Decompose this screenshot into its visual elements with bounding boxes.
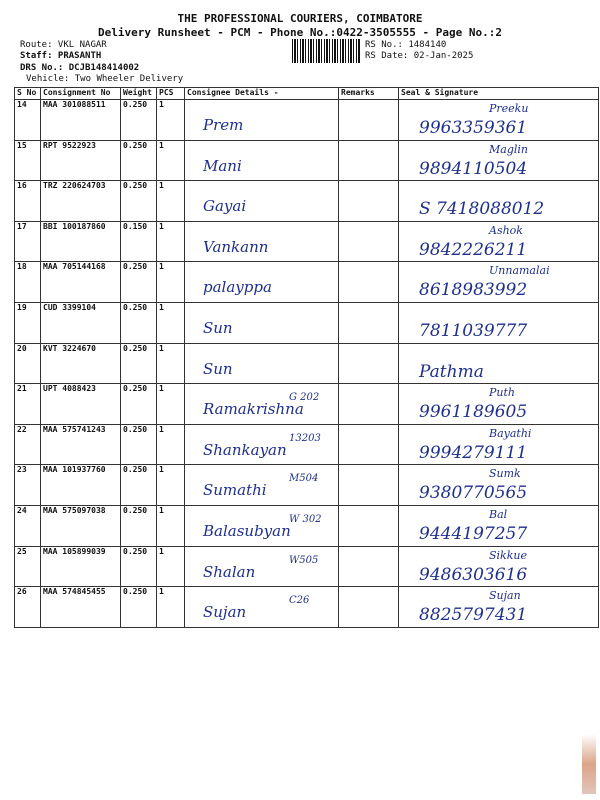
consignee-name: Sun [203,359,233,378]
handwritten-phone: 9994279111 [419,442,528,463]
consignee-name: palayppa [203,278,272,297]
handwritten-phone: 9380770565 [419,483,528,504]
row-sno: 16 [15,181,41,222]
row-weight: 0.250 [121,343,157,384]
row-pcs: 1 [157,262,185,303]
row-sno: 20 [15,343,41,384]
handwritten-signature: Maglin [489,142,528,156]
row-consignment-no: MAA 575097038 [41,505,121,546]
consignee-name: Balasubyan [203,521,291,540]
table-row [15,505,599,546]
row-signature [399,587,599,628]
row-weight: 0.150 [121,221,157,262]
row-remarks [339,140,399,181]
row-consignment-no: KVT 3224670 [41,343,121,384]
handwritten-phone: 9963359361 [419,118,528,138]
consignee-flat: W505 [289,554,319,566]
barcode-image [292,39,360,63]
handwritten-signature: Puth [489,386,515,400]
table-row [15,465,599,506]
row-pcs: 1 [157,343,185,384]
consignee-name: Sujan [203,603,247,622]
row-remarks [339,505,399,546]
row-pcs: 1 [157,221,185,262]
table-row [15,343,599,384]
row-sno: 18 [15,262,41,303]
col-pcs: PCS [157,88,185,100]
row-remarks [339,546,399,587]
table-row [15,100,599,141]
row-weight: 0.250 [121,384,157,425]
row-consignee [185,100,339,141]
consignee-name: Mani [203,156,242,175]
consignee-flat: M504 [289,473,319,485]
row-weight: 0.250 [121,546,157,587]
row-remarks [339,221,399,262]
rs-number: RS No.: 1484140 [365,40,447,50]
row-sno: 22 [15,424,41,465]
row-weight: 0.250 [121,262,157,303]
handwritten-phone: 9486303616 [419,564,528,585]
row-remarks [339,100,399,141]
row-consignment-no: CUD 3399104 [41,302,121,343]
runsheet-table [14,87,599,628]
handwritten-phone: 8825797431 [419,605,528,626]
company-title: THE PROFESSIONAL COURIERS, COIMBATORE [177,12,423,25]
row-pcs: 1 [157,465,185,506]
row-sno: 15 [15,140,41,181]
row-pcs: 1 [157,424,185,465]
handwritten-phone: 7811039777 [419,320,528,341]
row-weight: 0.250 [121,424,157,465]
row-sno: 21 [15,384,41,425]
row-consignee [185,424,339,465]
row-consignment-no: RPT 9522923 [41,140,121,181]
staff-label: Staff: PRASANTH [20,51,102,61]
handwritten-signature: Preeku [489,102,529,115]
row-signature [399,302,599,343]
table-row [15,546,599,587]
handwritten-signature: Bal [489,507,508,521]
row-consignment-no: MAA 101937760 [41,465,121,506]
table-row [15,302,599,343]
handwritten-signature: Sikkue [489,548,527,562]
col-weight: Weight [121,88,157,100]
row-consignment-no: BBI 100187860 [41,221,121,262]
row-consignment-no: TRZ 220624703 [41,181,121,222]
row-consignment-no: UPT 4088423 [41,384,121,425]
row-signature [399,221,599,262]
row-remarks [339,587,399,628]
row-remarks [339,424,399,465]
row-consignment-no: MAA 705144168 [41,262,121,303]
row-pcs: 1 [157,181,185,222]
row-pcs: 1 [157,302,185,343]
handwritten-signature: Ashok [489,223,523,237]
table-row [15,384,599,425]
row-consignee [185,384,339,425]
handwritten-phone: 9444197257 [419,523,528,544]
paper-stain [582,734,596,794]
table-row [15,262,599,303]
consignee-name: Shalan [203,562,256,581]
consignee-name: Sun [203,318,233,337]
row-weight: 0.250 [121,140,157,181]
row-signature [399,100,599,141]
row-sno: 14 [15,100,41,141]
route-label: Route: VKL NAGAR [20,40,107,50]
table-row [15,140,599,181]
row-consignee [185,181,339,222]
handwritten-phone: Pathma [419,361,484,382]
consignee-flat: G 202 [289,392,320,404]
row-sno: 17 [15,221,41,262]
rs-date: RS Date: 02-Jan-2025 [365,51,474,61]
consignee-name: Gayai [203,197,247,216]
handwritten-signature: Bayathi [489,426,532,440]
consignee-name: Ramakrishna [203,400,304,419]
row-weight: 0.250 [121,505,157,546]
consignee-name: Vankann [203,237,269,256]
row-signature [399,140,599,181]
row-sno: 26 [15,587,41,628]
consignee-flat: 13203 [289,432,321,444]
row-sno: 24 [15,505,41,546]
table-row [15,181,599,222]
table-row [15,587,599,628]
row-pcs: 1 [157,546,185,587]
col-consignment: Consignment No [41,88,121,100]
row-sno: 25 [15,546,41,587]
row-pcs: 1 [157,505,185,546]
handwritten-signature: Sujan [489,589,521,603]
row-consignee [185,465,339,506]
row-consignee [185,343,339,384]
row-weight: 0.250 [121,302,157,343]
row-consignment-no: MAA 574845455 [41,587,121,628]
handwritten-phone: 9842226211 [419,239,528,260]
row-sno: 19 [15,302,41,343]
consignee-name: Prem [203,116,244,134]
row-consignment-no: MAA 575741243 [41,424,121,465]
handwritten-phone: 8618983992 [419,280,528,301]
handwritten-signature: Unnamalai [489,264,550,278]
row-consignee [185,505,339,546]
row-weight: 0.250 [121,465,157,506]
row-signature [399,262,599,303]
col-seal-signature: Seal & Signature [399,88,599,100]
row-remarks [339,384,399,425]
row-signature [399,384,599,425]
row-signature [399,465,599,506]
row-consignee [185,546,339,587]
row-consignee [185,262,339,303]
row-sno: 23 [15,465,41,506]
table-row [15,424,599,465]
row-remarks [339,302,399,343]
row-remarks [339,262,399,303]
col-remarks: Remarks [339,88,399,100]
consignee-flat: C26 [289,595,310,607]
handwritten-phone: S 7418088012 [419,199,545,220]
runsheet-subtitle: Delivery Runsheet - PCM - Phone No.:0422-3505555 - Page No.:2 [98,26,502,39]
row-pcs: 1 [157,587,185,628]
table-header-row [15,88,599,100]
row-pcs: 1 [157,140,185,181]
row-weight: 0.250 [121,100,157,141]
row-consignee [185,140,339,181]
row-consignment-no: MAA 105899039 [41,546,121,587]
consignee-name: Shankayan [203,440,287,459]
row-consignee [185,587,339,628]
row-pcs: 1 [157,384,185,425]
row-weight: 0.250 [121,587,157,628]
table-row [15,221,599,262]
consignee-name: Sumathi [203,481,267,500]
row-signature [399,505,599,546]
row-pcs: 1 [157,100,185,141]
row-signature [399,181,599,222]
row-weight: 0.250 [121,181,157,222]
drs-number: DRS No.: DCJB148414002 [20,63,140,73]
handwritten-phone: 9961189605 [419,402,528,423]
row-consignee [185,302,339,343]
row-remarks [339,343,399,384]
row-signature [399,424,599,465]
col-consignee: Consignee Details - [185,88,339,100]
row-signature [399,343,599,384]
handwritten-signature: Sumk [489,467,521,481]
row-remarks [339,181,399,222]
row-consignee [185,221,339,262]
handwritten-phone: 9894110504 [419,158,528,179]
vehicle-label: Vehicle: Two Wheeler Delivery [26,74,184,84]
row-signature [399,546,599,587]
row-consignment-no: MAA 301088511 [41,100,121,141]
row-remarks [339,465,399,506]
col-sno: S No [15,88,41,100]
consignee-flat: W 302 [289,513,322,525]
